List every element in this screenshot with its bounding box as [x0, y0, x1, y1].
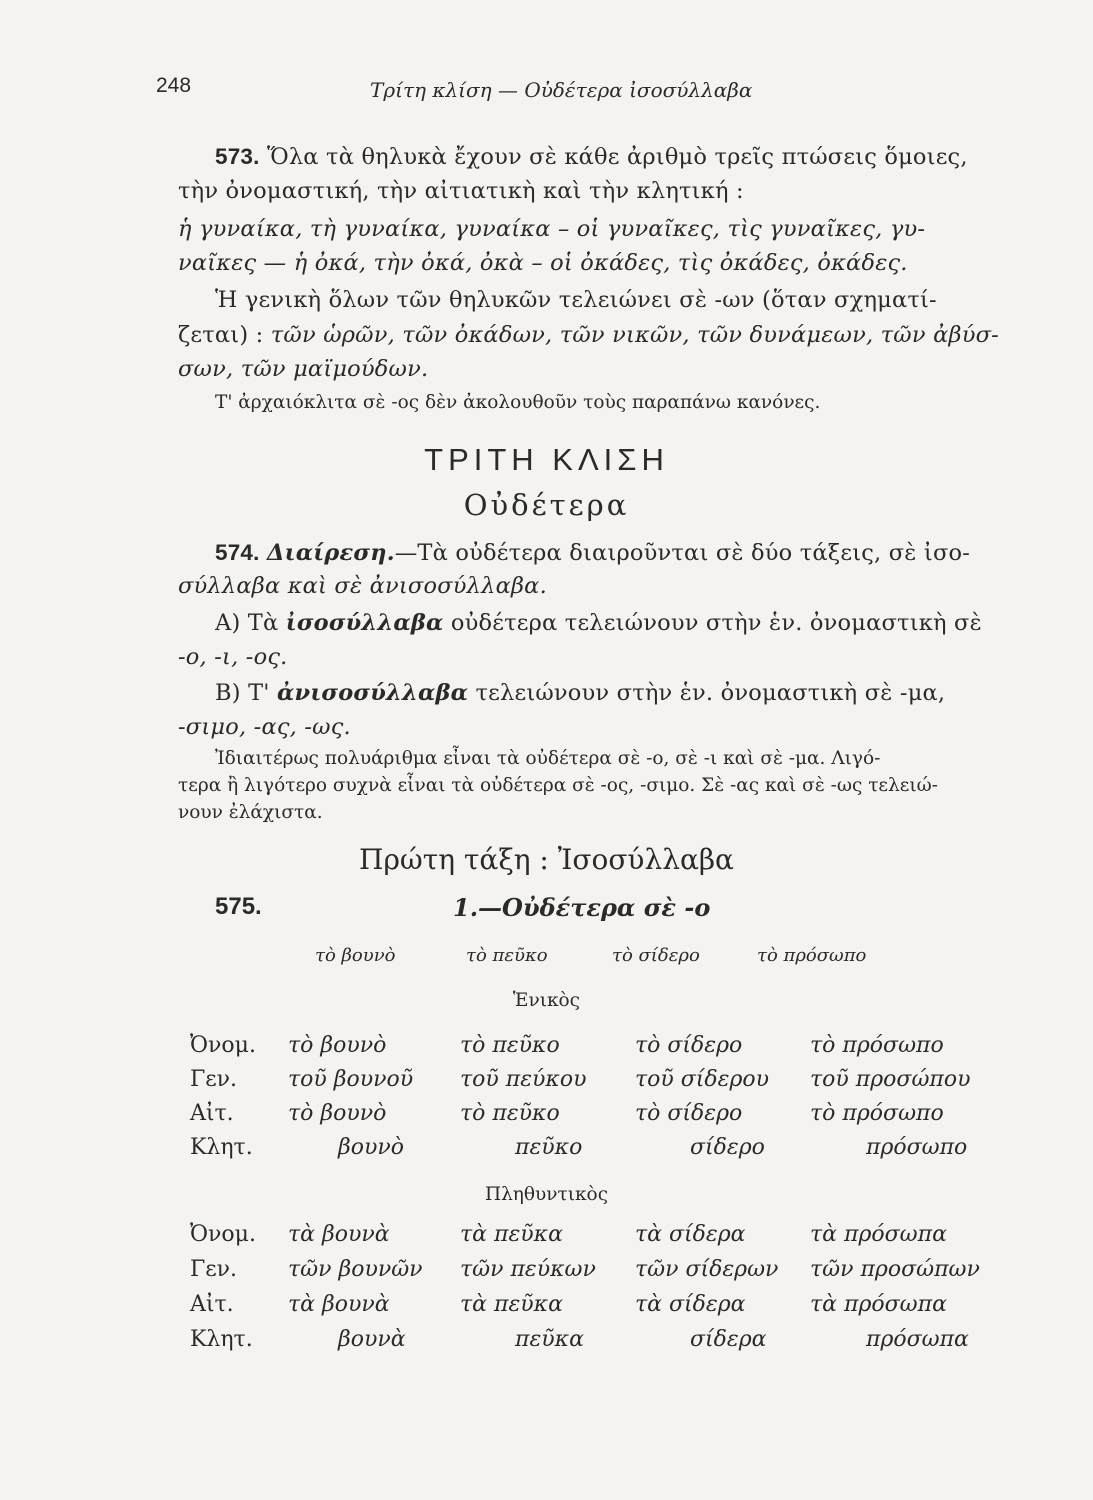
- item-b-term: ἀνισοσύλλαβα: [277, 680, 469, 706]
- table-cell: βουνὸ: [338, 1135, 404, 1160]
- s573-line-4: ναῖκες — ἡ ὀκά, τὴν ὀκά, ὀκὰ – οἱ ὀκάδες, τὶς ὀκάδες, ὀκάδες.: [178, 250, 908, 276]
- table-cell: τοῦ βουνοῦ: [288, 1067, 414, 1092]
- s573-text-6a: ζεται) :: [178, 322, 271, 348]
- s574-item-a: [215, 610, 982, 636]
- table-row-case: Αἰτ.: [190, 1101, 234, 1126]
- item-b-text: τελειώνουν στὴν ἑν. ὀνομαστικὴ σὲ -μα,: [468, 680, 946, 706]
- table-cell: τοῦ προσώπου: [810, 1067, 971, 1092]
- table-cell: τὸ βουνὸ: [288, 1033, 387, 1058]
- s573-line-6: [178, 322, 999, 348]
- table-cell: τὸ σίδερο: [635, 1033, 743, 1058]
- s574-line-2: [178, 573, 547, 599]
- s573-text-6b: τῶν ὡρῶν, τῶν ὀκάδων, τῶν νικῶν, τῶν δυνάμεων, τῶν ἀβύσ-: [270, 322, 999, 348]
- table-cell: τοῦ σίδερου: [635, 1067, 770, 1092]
- s574-note-2: τερα ἢ λιγότερο συχνὰ εἶναι τὰ οὐδέτερα σὲ -ος, -σιμο. Σὲ -ας καὶ σὲ -ως τελειώ-: [178, 775, 938, 796]
- page-number: 248: [156, 74, 192, 97]
- lemma-3: τὸ σίδερο: [612, 945, 700, 966]
- s575-title: 1.—Οὐδέτερα σὲ -ο: [453, 893, 711, 922]
- table-cell: τὰ σίδερα: [635, 1292, 746, 1317]
- class-heading: Πρώτη τάξη : Ἰσοσύλλαβα: [359, 843, 734, 876]
- s574-note-3: νουν ἐλάχιστα.: [178, 802, 323, 823]
- table-cell: πρόσωπα: [866, 1327, 969, 1352]
- singular-label: Ἑνικὸς: [512, 990, 581, 1011]
- chapter-title: ΤΡΙΤΗ ΚΛΙΣΗ: [424, 442, 669, 477]
- s574-item-b-endings: -σιμο, -ας, -ως.: [178, 714, 351, 740]
- plural-label: Πληθυντικὸς: [484, 1184, 609, 1205]
- lemma-2: τὸ πεῦκο: [466, 945, 548, 966]
- s573-note: Τ' ἀρχαιόκλιτα σὲ -ος δὲν ἀκολουθοῦν τοὺς παραπάνω κανόνες.: [215, 392, 821, 413]
- s574-item-a-endings: -ο, -ι, -ος.: [178, 644, 288, 670]
- table-cell: τὸ πρόσωπο: [810, 1101, 944, 1126]
- running-title: Τρίτη κλίση — Οὐδέτερα ἰσοσύλλαβα: [370, 78, 753, 102]
- lemma-1: τὸ βουνὸ: [315, 945, 396, 966]
- table-cell: σίδερο: [690, 1135, 765, 1160]
- table-row-case: Κλητ.: [190, 1327, 253, 1352]
- s574-item-b: [215, 680, 945, 706]
- table-cell: τὸ σίδερο: [635, 1101, 743, 1126]
- item-a-text: οὐδέτερα τελειώνουν στὴν ἑν. ὀνομαστικὴ σὲ: [443, 610, 982, 636]
- table-row-case: Κλητ.: [190, 1135, 253, 1160]
- table-row-case: Γεν.: [190, 1257, 238, 1282]
- s574-text-1: —Τὰ οὐδέτερα διαιροῦνται σὲ δύο τάξεις, σὲ ἰσο-: [394, 540, 971, 566]
- table-cell: πρόσωπο: [866, 1135, 968, 1160]
- s573-line-1: [215, 144, 968, 170]
- s573-line-2: τὴν ὀνομαστική, τὴν αἰτιατικὴ καὶ τὴν κλητική :: [178, 178, 744, 204]
- table-cell: τὸ βουνὸ: [288, 1101, 387, 1126]
- table-cell: τὰ βουνὰ: [288, 1292, 390, 1317]
- table-cell: τῶν προσώπων: [810, 1257, 980, 1282]
- item-a-prefix: Α) Τὰ: [215, 610, 286, 636]
- table-row-case: Ὀνομ.: [190, 1222, 256, 1247]
- s573-text-1: Ὅλα τὰ θηλυκὰ ἔχουν σὲ κάθε ἀριθμὸ τρεῖς πτώσεις ὅμοιες,: [266, 144, 968, 170]
- table-row-case: Γεν.: [190, 1067, 238, 1092]
- table-cell: τὰ πεῦκα: [460, 1222, 563, 1247]
- s574-heading: Διαίρεση.: [266, 540, 395, 566]
- table-row-case: Ὀνομ.: [190, 1033, 256, 1058]
- table-cell: τὸ πεῦκο: [460, 1033, 560, 1058]
- item-a-term: ἰσοσύλλαβα: [285, 610, 444, 636]
- s574-note-1: Ἰδιαιτέρως πολυάριθμα εἶναι τὰ οὐδέτερα σὲ -ο, σὲ -ι καὶ σὲ -μα. Λιγό-: [215, 748, 881, 769]
- table-cell: τὸ πεῦκο: [460, 1101, 560, 1126]
- table-cell: τῶν βουνῶν: [288, 1257, 423, 1282]
- s574-text-2: σύλλαβα καὶ σὲ ἀνισοσύλλαβα.: [178, 573, 547, 599]
- s574-number: 574.: [215, 540, 260, 565]
- table-row-case: Αἰτ.: [190, 1292, 234, 1317]
- table-cell: τὰ πεῦκα: [460, 1292, 563, 1317]
- table-cell: τὰ σίδερα: [635, 1222, 746, 1247]
- table-cell: τῶν πεύκων: [460, 1257, 596, 1282]
- table-cell: σίδερα: [690, 1327, 767, 1352]
- table-cell: τοῦ πεύκου: [460, 1067, 587, 1092]
- item-b-prefix: Β) Τ': [215, 680, 278, 706]
- s574-line-1: [215, 540, 970, 566]
- table-cell: πεῦκα: [515, 1327, 584, 1352]
- table-cell: βουνὰ: [338, 1327, 406, 1352]
- s573-line-7: σων, τῶν μαϊμούδων.: [178, 356, 429, 382]
- s575-number: 575.: [215, 893, 262, 920]
- s573-line-5: Ἡ γενικὴ ὅλων τῶν θηλυκῶν τελειώνει σὲ -ων (ὅταν σχηματί-: [215, 287, 937, 313]
- table-cell: τὰ βουνὰ: [288, 1222, 390, 1247]
- s573-number: 573.: [215, 144, 260, 169]
- table-cell: τὰ πρόσωπα: [810, 1292, 947, 1317]
- table-cell: τὸ πρόσωπο: [810, 1033, 944, 1058]
- table-cell: τὰ πρόσωπα: [810, 1222, 947, 1247]
- s573-line-3: ἡ γυναίκα, τὴ γυναίκα, γυναίκα – οἱ γυναῖκες, τὶς γυναῖκες, γυ-: [178, 216, 926, 242]
- table-cell: τῶν σίδερων: [635, 1257, 779, 1282]
- table-cell: πεῦκο: [515, 1135, 583, 1160]
- lemma-4: τὸ πρόσωπο: [757, 945, 867, 966]
- chapter-subtitle: Οὐδέτερα: [463, 488, 630, 522]
